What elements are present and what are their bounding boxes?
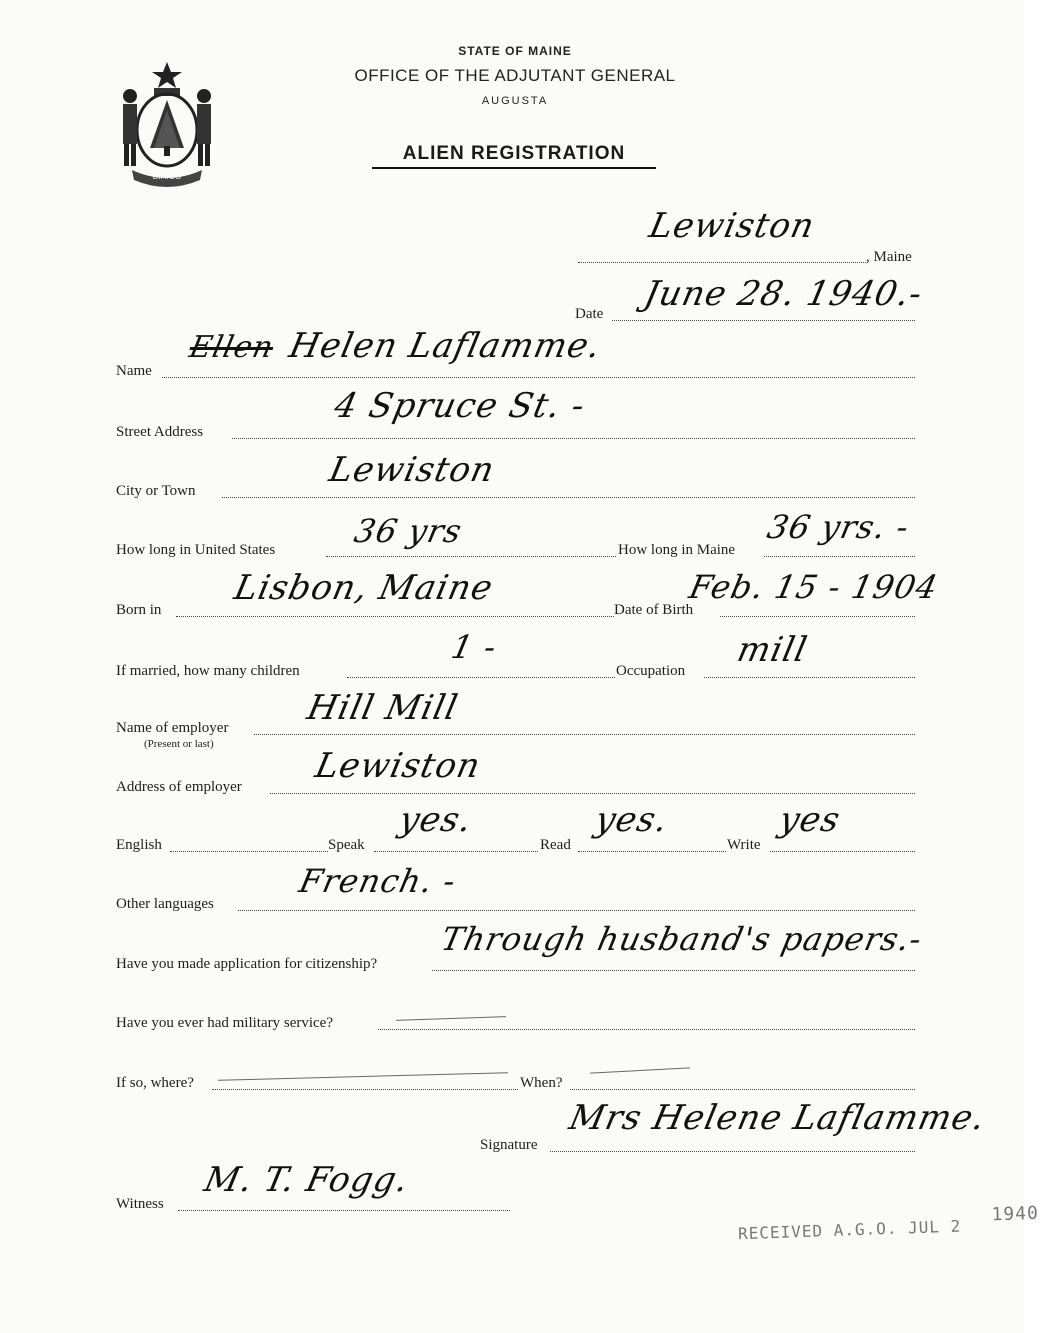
military-label: Have you ever had military service?: [116, 1015, 333, 1031]
born-in-entry[interactable]: Lisbon, Maine: [230, 568, 497, 608]
signature-line: [550, 1151, 915, 1152]
speak-line: [374, 851, 538, 852]
maine-state-seal-icon: [112, 58, 222, 186]
office-heading: OFFICE OF THE ADJUTANT GENERAL: [354, 66, 676, 85]
city-heading: AUGUSTA: [481, 95, 549, 107]
if-so-where-label: If so, where?: [116, 1075, 194, 1091]
seal-motto: DIRIGO: [152, 172, 182, 181]
how-long-us-entry[interactable]: 36 yrs: [350, 512, 466, 550]
how-long-us-line: [326, 556, 616, 557]
how-long-maine-entry[interactable]: 36 yrs. -: [763, 508, 913, 546]
children-label: If married, how many children: [116, 663, 300, 679]
other-languages-line: [238, 910, 915, 911]
name-struck-entry[interactable]: Ellen: [186, 330, 277, 365]
occupation-entry[interactable]: mill: [733, 630, 812, 670]
witness-line: [178, 1210, 510, 1211]
read-line: [578, 851, 726, 852]
english-line: [170, 851, 328, 852]
write-line: [770, 851, 915, 852]
military-pen-stroke: [396, 1016, 506, 1021]
other-languages-entry[interactable]: French. -: [295, 862, 460, 900]
born-in-line: [176, 616, 614, 617]
occupation-line: [704, 677, 915, 678]
date-line: [612, 320, 915, 321]
where-pen-stroke: [218, 1072, 508, 1081]
date-label: Date: [575, 306, 604, 322]
when-label: When?: [520, 1075, 563, 1091]
read-label: Read: [540, 837, 571, 853]
citizenship-entry[interactable]: Through husband's papers.-: [437, 920, 926, 958]
date-of-birth-line: [720, 616, 915, 617]
other-languages-label: Other languages: [116, 896, 214, 912]
employer-address-label: Address of employer: [116, 779, 242, 795]
military-line: [378, 1029, 915, 1030]
street-address-line: [232, 438, 915, 439]
how-long-us-label: How long in United States: [116, 542, 276, 558]
speak-label: Speak: [328, 837, 365, 853]
street-address-entry[interactable]: 4 Spruce St. -: [330, 386, 589, 426]
received-stamp: [737, 1202, 1040, 1245]
born-in-label: Born in: [116, 602, 162, 618]
employer-name-line: [254, 734, 915, 735]
date-of-birth-entry[interactable]: Feb. 15 - 1904: [685, 568, 942, 606]
employer-note: (Present or last): [144, 738, 214, 750]
read-entry[interactable]: yes.: [591, 800, 672, 840]
city-label: City or Town: [116, 483, 196, 499]
how-long-maine-line: [764, 556, 915, 557]
name-label: Name: [116, 363, 152, 379]
form-title: ALIEN REGISTRATION: [372, 143, 656, 169]
if-so-where-line: [212, 1089, 518, 1090]
employer-name-label: Name of employer: [116, 720, 229, 736]
date-of-birth-label: Date of Birth: [614, 602, 694, 618]
place-entry[interactable]: Lewiston: [645, 206, 819, 246]
citizenship-label: Have you made application for citizenship?: [116, 956, 378, 972]
witness-label: Witness: [116, 1196, 164, 1212]
occupation-label: Occupation: [616, 663, 686, 679]
witness-entry[interactable]: M. T. Fogg.: [200, 1160, 413, 1200]
name-line: [162, 377, 915, 378]
place-line: [578, 262, 866, 263]
signature-entry[interactable]: Mrs Helene Laflamme.: [565, 1098, 990, 1138]
when-line: [570, 1089, 915, 1090]
date-entry[interactable]: June 28. 1940.-: [640, 274, 927, 314]
street-address-label: Street Address: [116, 424, 204, 440]
employer-address-entry[interactable]: Lewiston: [311, 746, 485, 786]
signature-label: Signature: [480, 1137, 538, 1153]
city-line: [222, 497, 915, 498]
speak-entry[interactable]: yes.: [395, 800, 476, 840]
received-stamp-text: RECEIVED A.G.O. JUL 2: [737, 1216, 962, 1244]
how-long-maine-label: How long in Maine: [618, 542, 736, 558]
citizenship-line: [432, 970, 915, 971]
employer-address-line: [270, 793, 915, 794]
maine-label: , Maine: [866, 249, 912, 265]
write-entry[interactable]: yes: [775, 800, 845, 840]
children-entry[interactable]: 1 -: [447, 628, 501, 666]
english-label: English: [116, 837, 162, 853]
name-entry[interactable]: Helen Laflamme.: [285, 326, 605, 366]
received-stamp-year: 1940: [991, 1202, 1040, 1226]
employer-name-entry[interactable]: Hill Mill: [303, 688, 462, 728]
city-entry[interactable]: Lewiston: [325, 450, 499, 490]
children-line: [347, 677, 615, 678]
when-pen-stroke: [590, 1067, 690, 1073]
write-label: Write: [727, 837, 761, 853]
state-heading: STATE OF MAINE: [458, 44, 572, 58]
